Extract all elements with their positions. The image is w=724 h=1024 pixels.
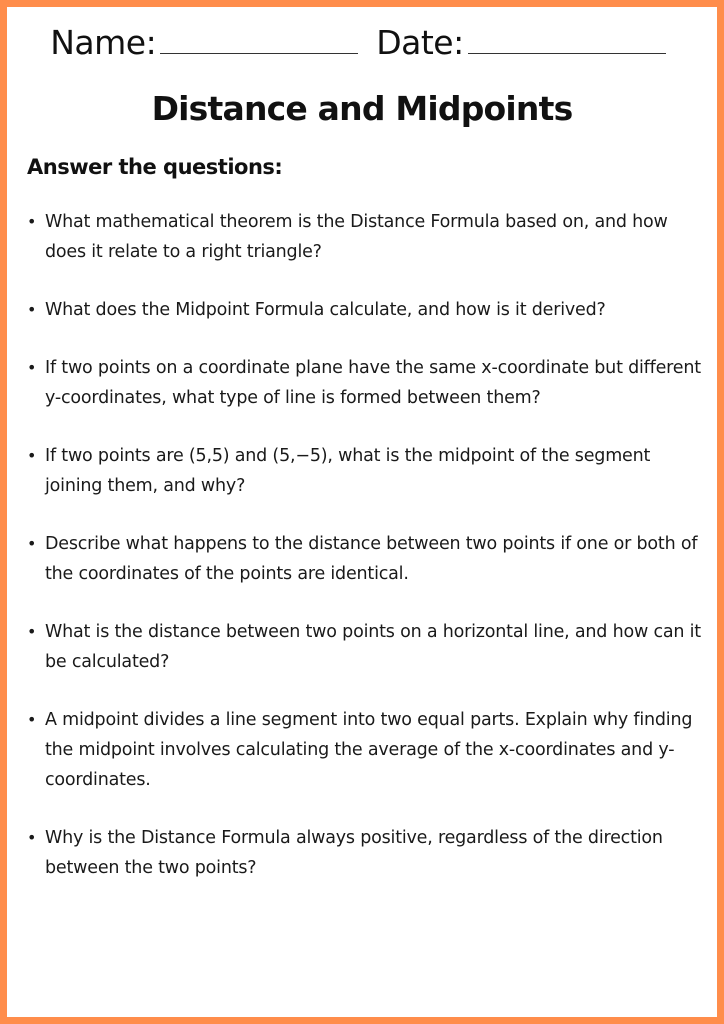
bullet-icon: • — [27, 622, 37, 641]
name-label: Name: — [50, 23, 157, 62]
bullet-icon: • — [27, 300, 37, 319]
question-item — [19, 705, 707, 795]
question-item — [19, 207, 707, 267]
question-item — [19, 617, 707, 677]
question-text: A midpoint divides a line segment into two equal parts. Explain why finding the midpoint involves calculating the average of the x-coordinates and y-coordinates. — [45, 710, 693, 790]
instructions-heading: Answer the questions: — [27, 155, 283, 179]
bullet-icon: • — [27, 534, 37, 553]
question-text: If two points on a coordinate plane have the same x-coordinate but different y-coordinates, what type of line is formed between them? — [45, 358, 701, 408]
bullet-icon: • — [27, 828, 37, 847]
bullet-icon: • — [27, 358, 37, 377]
question-item — [19, 295, 707, 325]
question-text: What does the Midpoint Formula calculate, and how is it derived? — [45, 300, 606, 320]
question-item — [19, 441, 707, 501]
date-label: Date: — [376, 23, 464, 62]
bullet-icon: • — [27, 446, 37, 465]
bullet-icon: • — [27, 212, 37, 231]
bullet-icon: • — [27, 710, 37, 729]
date-blank-line[interactable] — [468, 52, 666, 54]
question-item — [19, 529, 707, 589]
name-date-row — [7, 23, 717, 62]
worksheet-page — [7, 7, 717, 1017]
question-list — [19, 207, 707, 911]
question-text: If two points are (5,5) and (5,−5), what is the midpoint of the segment joining them, and why? — [45, 446, 651, 496]
question-text: What mathematical theorem is the Distance Formula based on, and how does it relate to a right triangle? — [45, 212, 668, 262]
question-item — [19, 353, 707, 413]
question-item — [19, 823, 707, 883]
question-text: What is the distance between two points on a horizontal line, and how can it be calculated? — [45, 622, 701, 672]
question-text: Why is the Distance Formula always positive, regardless of the direction between the two points? — [45, 828, 663, 878]
worksheet-title: Distance and Midpoints — [151, 89, 573, 128]
question-text: Describe what happens to the distance between two points if one or both of the coordinates of the points are identical. — [45, 534, 698, 584]
name-blank-line[interactable] — [160, 52, 358, 54]
